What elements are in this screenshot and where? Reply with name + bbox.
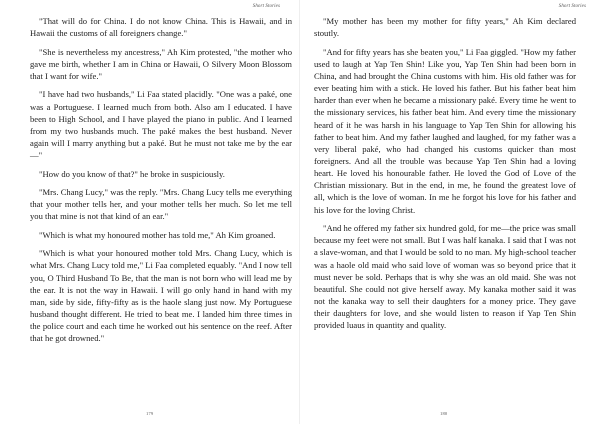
left-paragraph-7: "Which is what your honoured mother told Mrs. Chang Lucy, which is what Mrs. Chang Lucy told me," Li Faa completed equably. "And I now tell you, O Third Husband To Be, that the man is not born who will lead me by the ear. It is not the way in Hawaii. I will go only hand in hand with my man, side by side, fifty-fifty as is the haole slang just now. My Portuguese husband thought different. He tried to beat me. I landed him three times in the police court and each time he worked out his sentence on the reef. After that he got drowned." — [30, 248, 292, 344]
left-running-head: Short Stories — [252, 4, 280, 9]
left-paragraph-4: "How do you know of that?" he broke in suspiciously. — [39, 168, 225, 179]
right-paragraph-1: "My mother has been my mother for fifty years," Ah Kim declared stoutly. — [314, 16, 576, 39]
left-paragraph-6: "Which is what my honoured mother has told me," Ah Kim groaned. — [39, 229, 276, 240]
left-paragraph-5: "Mrs. Chang Lucy," was the reply. "Mrs. Chang Lucy tells me everything that your mother tells her, and your mother tells her much. So let me tell you that mine is not that kind of an ear." — [30, 187, 292, 222]
left-page-text — [30, 15, 292, 351]
right-paragraph-3: "And he offered my father six hundred gold, for me—the price was small because my feet were not small. But I was half kanaka. I said that I was not a slave-woman, and that I would be sold to no man. My high-school teacher was a haole old maid who said love of woman was so beyond price that it must never be sold. Perhaps that is why she was an old maid. She was not beautiful. She could not give herself away. My kanaka mother said it was not the kanaka way to sell their daughters for a money price. They gave their daughters for love, and she would listen to reason if Yap Ten Shin provided luaus in quantity and quality. — [314, 223, 576, 331]
right-running-head: Short Stories — [558, 4, 586, 9]
left-paragraph-1: "That will do for China. I do not know China. This is Hawaii, and in Hawaii the customs of all foreigners change." — [30, 16, 292, 39]
left-page-number: 179 — [146, 411, 154, 416]
right-page-number: 180 — [440, 411, 448, 416]
left-paragraph-2: "She is nevertheless my ancestress," Ah Kim protested, "the mother who gave me birth, whether I am in China or Hawaii, O Silvery Moon Blossom that I want for wife." — [30, 46, 292, 81]
right-page-text — [314, 15, 576, 338]
right-paragraph-2: "And for fifty years has she beaten you," Li Faa giggled. "How my father used to laugh at Yap Ten Shin! Like you, Yap Ten Shin had been born in China, and had brought the China customs with him. His old father was for ever beating him with a stick. He loved his father. But his father beat him harder than ever when he became a missionary paké. Every time he went to the missionary services, his father beat him. And every time the missionary heard of it he was harsh in his language to Yap Ten Shin for allowing his father to beat him. And my father laughed and laughed, for my father was a very liberal paké, who had changed his customs quicker than most foreigners. And all the trouble was because Yap Ten Shin had a loving heart. He loved his honourable father. He loved the God of Love of the Christian missionary. But in the end, in me, he found the greatest love of all, which is the love of woman. In me he forgot his love for his father and his love for the loving Christ. — [314, 46, 576, 215]
left-paragraph-3: "I have had two husbands," Li Faa stated placidly. "One was a paké, one was a Portuguese. I learned much from both. Also am I educated. I have been to High School, and I have played the piano in public. And I learned from my two husbands much. The paké makes the best husband. Never again will I marry anything but a paké. But he must not take me by the ear—" — [30, 89, 292, 161]
right-page — [300, 0, 600, 424]
